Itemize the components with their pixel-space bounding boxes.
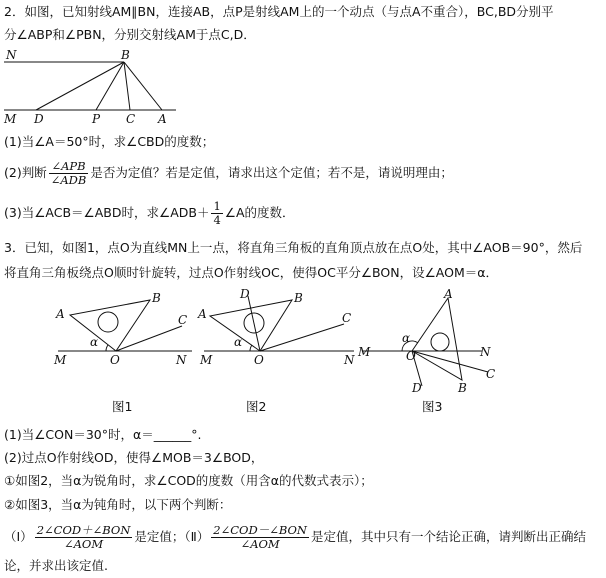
- fig3-label-O: O: [406, 349, 416, 363]
- p3-q1: (1)当∠CON＝30°时，α＝______°.: [4, 427, 202, 442]
- p2-q2: [4, 158, 453, 188]
- fig2-label-B: B: [294, 291, 303, 305]
- fig3-label-N: N: [480, 345, 491, 359]
- fig3-label-A: A: [444, 287, 453, 301]
- p3-judgements: [4, 520, 586, 554]
- p3-j2-post: 是定值，其中只有一个结论正确，请判断出正确结: [311, 529, 587, 544]
- p2-label-D: D: [34, 112, 44, 126]
- fig3-caption: 图3: [422, 399, 443, 414]
- p2-q2-post: 是否为定值？若是定值，请求出这个定值；若不是，请说明理由；: [90, 165, 453, 180]
- fig3-label-C: C: [486, 367, 496, 381]
- p2-line1: 2．如图，已知射线AM∥BN，连接AB，点P是射线AM上的一个动点（与点A不重合），BC,BD分别平: [4, 4, 554, 19]
- fig1-label-O: O: [110, 353, 120, 367]
- p3-line2: 将直角三角板绕点O顺时针旋转，过点O作射线OC，使得OC平分∠BON，设∠AOM＝α．: [4, 265, 498, 280]
- p3-j1-den: ∠AOM: [63, 536, 104, 551]
- fig2-caption: 图2: [246, 399, 267, 414]
- p3-j2-num: 2∠COD－∠BON: [213, 522, 307, 537]
- p2-q3-num: 1: [213, 198, 221, 213]
- fig2-label-C: C: [342, 311, 352, 325]
- p3-j1-post: 是定值；（Ⅱ）: [134, 529, 210, 544]
- fig1-label-A: A: [56, 307, 65, 321]
- p3-last: 论，并求出该定值.: [4, 558, 108, 573]
- p3-j2-fraction: [211, 524, 309, 551]
- fig1-label-alpha: α: [90, 335, 99, 349]
- fig2-label-alpha: α: [234, 335, 243, 349]
- p2-q3-den: 4: [213, 212, 221, 227]
- fig2-label-N: N: [344, 353, 355, 367]
- p3-j1-pre: （Ⅰ）: [4, 529, 33, 544]
- p3-figure2: [196, 288, 361, 370]
- p2-q1: (1)当∠A＝50°时，求∠CBD的度数；: [4, 134, 215, 149]
- p2-q3-pre: (3)当∠ACB＝∠ABD时，求∠ADB＋: [4, 205, 210, 220]
- p2-label-C: C: [126, 112, 136, 126]
- fig2-label-D: D: [240, 287, 250, 301]
- p3-q2a: ①如图2，当α为锐角时，求∠COD的度数（用含α的代数式表示）；: [4, 473, 373, 488]
- p3-j2-den: ∠AOM: [240, 536, 280, 551]
- p2-q3: [4, 198, 295, 228]
- fig3-label-D: D: [412, 381, 422, 395]
- fig2-label-M: M: [200, 353, 213, 367]
- fig1-label-M: M: [54, 353, 67, 367]
- p2-q3-post: ∠A的度数．: [224, 205, 295, 220]
- p3-figure1: [50, 288, 200, 370]
- p2-q2-fraction: [49, 160, 89, 187]
- p2-figure: [0, 48, 180, 126]
- p3-q2: (2)过点O作射线OD，使得∠MOB＝3∠BOD，: [4, 450, 264, 465]
- p2-label-A: A: [158, 112, 167, 126]
- fig1-label-B: B: [152, 291, 161, 305]
- fig2-label-A: A: [198, 307, 207, 321]
- p2-q2-pre: (2)判断: [4, 165, 47, 180]
- p2-q2-num: ∠APB: [51, 158, 86, 173]
- p3-q2b: ②如图3，当α为钝角时，以下两个判断：: [4, 497, 232, 512]
- p3-line1: 3．已知，如图1，点O为直线MN上一点，将直角三角板的直角顶点放在点O处，其中∠AOB＝90°，然后: [4, 240, 583, 255]
- fig3-label-B: B: [458, 381, 467, 395]
- p2-label-N: N: [6, 48, 17, 62]
- p2-q2-den: ∠ADB: [50, 172, 87, 187]
- p2-label-B: B: [121, 48, 130, 62]
- p3-j1-num: 2∠COD＋∠BON: [36, 522, 131, 537]
- fig2-label-O: O: [254, 353, 264, 367]
- fig1-label-C: C: [178, 313, 188, 327]
- fig3-label-alpha: α: [402, 331, 411, 345]
- p2-label-M: M: [4, 112, 17, 126]
- p3-j1-fraction: [35, 524, 133, 551]
- p3-figure3: [356, 288, 506, 396]
- p2-label-P: P: [92, 112, 101, 126]
- p2-q3-fraction: [211, 200, 222, 227]
- fig1-caption: 图1: [112, 399, 133, 414]
- p2-line2: 分∠ABP和∠PBN，分别交射线AM于点C,D．: [4, 27, 256, 42]
- fig3-label-M: M: [358, 345, 371, 359]
- fig1-label-N: N: [176, 353, 187, 367]
